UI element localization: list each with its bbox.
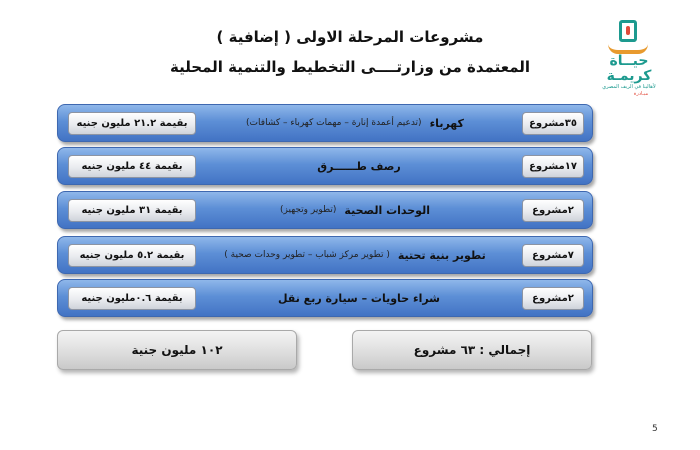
page-number: 5 [652,424,658,434]
project-cost: بقيمة ٠.٦مليون جنيه [68,287,196,310]
project-row-electricity [57,104,593,142]
project-label [198,280,512,316]
project-title: الوحدات الصحية [344,203,430,217]
logo-name: حيــاة كريمـة [606,53,652,84]
project-detail: (تدعيم أعمدة إنارة – مهمات كهرباء – كشافات) [246,118,422,128]
page-title: مشروعات المرحلة الاولى ( إضافية ) [216,28,484,46]
project-count: ٧مشروع [522,244,584,267]
project-label [198,148,512,184]
project-count: ٢مشروع [522,287,584,310]
logo-emblem-icon [619,20,637,42]
total-projects: إجمالي : ٦٣ مشروع [352,330,592,370]
project-row-containers [57,279,593,317]
project-row-infrastructure [57,236,593,274]
project-title: تطوير بنية تحتية [397,248,486,262]
project-detail: ( تطوير مركز شباب – تطوير وحدات صحية ) [224,250,390,260]
page-subtitle: المعتمدة من وزارتــــى التخطيط والتنمية المحلية [169,58,531,76]
project-title: كهرباء [429,116,464,130]
project-label [198,192,512,228]
logo-tagline: لأهالينا في الريف المصري [602,84,656,90]
project-cost: بقيمة ٤٤ مليون جنيه [68,155,196,178]
project-cost: بقيمة ٣١ مليون جنيه [68,199,196,222]
hayah-karima-logo [600,10,670,98]
project-row-roads [57,147,593,185]
project-count: ٢مشروع [522,199,584,222]
project-label [198,105,512,141]
logo-subtag: مبـادرة [633,91,649,97]
project-title: رصف طــــــرق [317,159,401,173]
total-amount: ١٠٢ مليون جنية [57,330,297,370]
project-label [198,237,512,273]
project-cost: بقيمة ٥.٢ مليون جنيه [68,244,196,267]
project-count: ١٧مشروع [522,155,584,178]
project-count: ٣٥مشروع [522,112,584,135]
project-row-health-units [57,191,593,229]
project-detail: (تطوير وتجهيز) [280,205,337,215]
project-title: شراء حاويات – سيارة ربع نقل [277,291,441,305]
project-cost: بقيمة ٢١.٢ مليون جنيه [68,112,196,135]
